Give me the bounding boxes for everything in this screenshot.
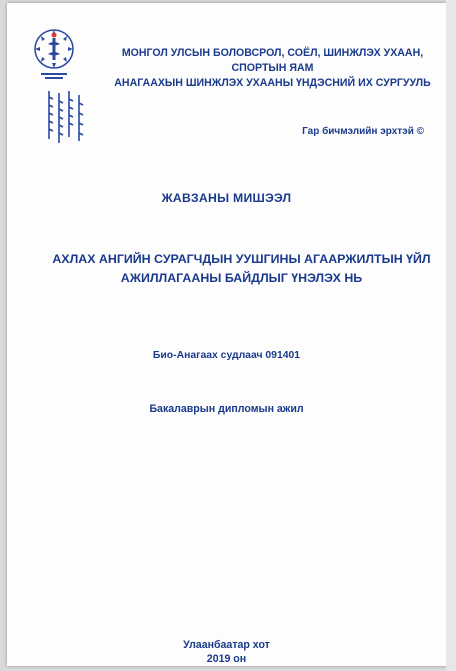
place-and-year: [7, 638, 446, 666]
cover-page: [7, 3, 446, 666]
ministry-name: МОНГОЛ УЛСЫН БОЛОВСРОЛ, СОЁЛ, ШИНЖЛЭХ УХААН, СПОРТЫН ЯАМ: [121, 47, 424, 74]
page-edge: [446, 0, 456, 671]
city-name: Улаанбаатар хот: [183, 639, 270, 651]
year: 2019 он: [206, 653, 247, 665]
copyright-notice: Гар бичмэлийн эрхтэй ©: [302, 126, 424, 137]
thesis-title: [37, 250, 446, 288]
university-logo-icon: [29, 25, 79, 83]
specialty-code: Био-Анагаах судлаач 091401: [152, 350, 301, 361]
mongol-script-emblem: [41, 87, 85, 147]
degree-type: Бакалаврын дипломын ажил: [149, 403, 304, 415]
ministry-header: [95, 46, 450, 91]
university-name: АНАГААХЫН ШИНЖЛЭХ УХААНЫ ҮНДЭСНИЙ ИХ СУРГУУЛЬ: [114, 77, 431, 89]
author-name: ЖАВЗАНЫ МИШЭЭЛ: [161, 191, 292, 205]
thesis-title-line1: АХЛАХ АНГИЙН СУРАГЧДЫН УУШГИНЫ АГААРЖИЛТЫН ҮЙЛ: [52, 252, 431, 266]
thesis-title-line2: АЖИЛЛАГААНЫ БАЙДЛЫГ ҮНЭЛЭХ НЬ: [120, 271, 363, 285]
